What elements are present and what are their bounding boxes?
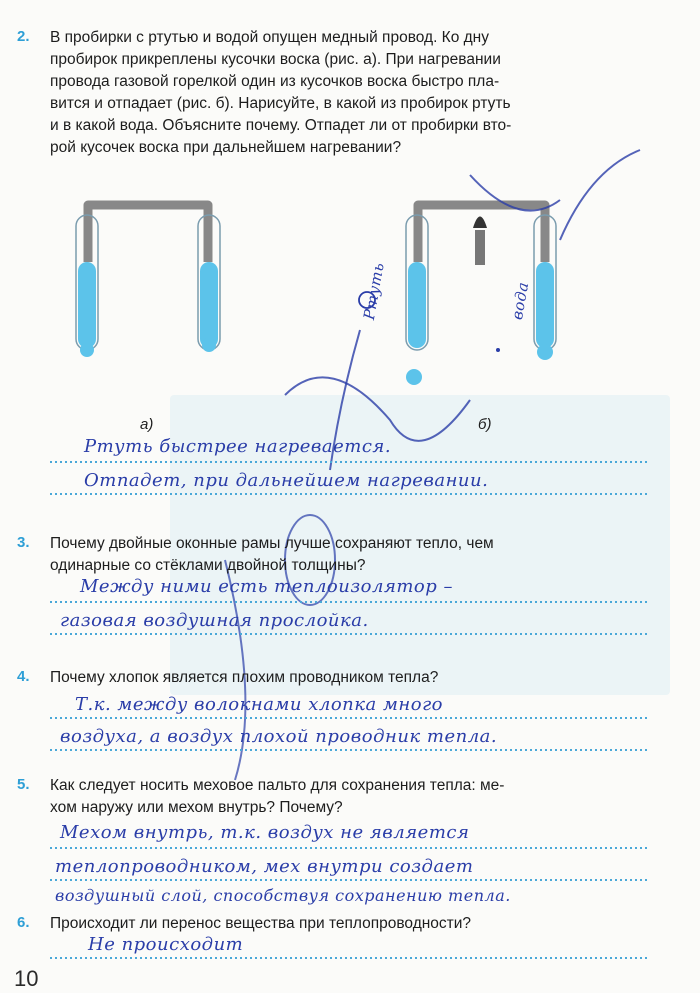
answer-5-line-1: Мехом внутрь, т.к. воздух не является — [60, 822, 470, 843]
question-number-6: 6. — [17, 914, 30, 931]
answer-6-line-1: Не происходит — [88, 934, 244, 955]
answer-2-line-1: Ртуть быстрее нагревается. — [84, 436, 392, 457]
copper-wire-a — [88, 205, 208, 262]
question-text-5: Как следует носить меховое пальто для сохранения тепла: ме- хом наружу или мехом внутрь? Почему? — [50, 777, 505, 816]
answer-3-line-1: Между ними есть теплоизолятор – — [80, 576, 454, 597]
handwritten-tube-label-mercury: Ртуть — [360, 260, 388, 322]
burner-flame — [473, 217, 487, 229]
question-number-5: 5. — [17, 776, 30, 793]
question-text-2: В пробирки с ртутью и водой опущен медный провод. Ко дну пробирок прикреплены кусочки воска (рис. а). При нагревании провода газовой горелкой один из кусочков воска быстро пла- вится и отпадает (рис. б). Нарисуйте, в какой из пробирок ртуть и в какой вода. Объясните почему. Отпадет ли от пробирки вто- рой кусочек воска при дальнейшем нагревании? — [50, 29, 512, 156]
figure-label-a: а) — [140, 416, 154, 433]
wax-a-right — [202, 338, 216, 352]
question-number-2: 2. — [17, 28, 30, 45]
liquid-a-right — [200, 262, 218, 348]
question-text-6: Происходит ли перенос вещества при теплопроводности? — [50, 915, 472, 932]
question-text-3: Почему двойные оконные рамы лучше сохраняют тепло, чем одинарные со стёклами двойной толщины? — [50, 535, 494, 574]
liquid-b-right — [536, 262, 554, 348]
handwritten-tube-label-water: вода — [508, 280, 533, 322]
gas-burner — [475, 230, 485, 265]
answer-5-line-2: теплопроводником, мех внутри создает — [55, 856, 474, 877]
answer-5-line-3: воздушный слой, способствуя сохранению тепла. — [55, 886, 511, 905]
answer-4-line-1: Т.к. между волокнами хлопка много — [75, 694, 444, 715]
figure-label-b: б) — [478, 416, 492, 433]
answer-2-line-2: Отпадет, при дальнейшем нагревании. — [84, 470, 489, 491]
wax-b-fallen — [406, 369, 422, 385]
page-number: 10 — [14, 966, 39, 991]
answer-4-line-2: воздуха, а воздух плохой проводник тепла. — [60, 726, 498, 747]
wax-a-left — [80, 343, 94, 357]
question-text-4: Почему хлопок является плохим проводником тепла? — [50, 669, 439, 686]
question-number-3: 3. — [17, 534, 30, 551]
wax-b-right — [537, 344, 553, 360]
question-number-4: 4. — [17, 668, 30, 685]
liquid-a-left — [78, 262, 96, 348]
liquid-b-left — [408, 262, 426, 348]
answer-3-line-2: газовая воздушная прослойка. — [60, 610, 369, 631]
